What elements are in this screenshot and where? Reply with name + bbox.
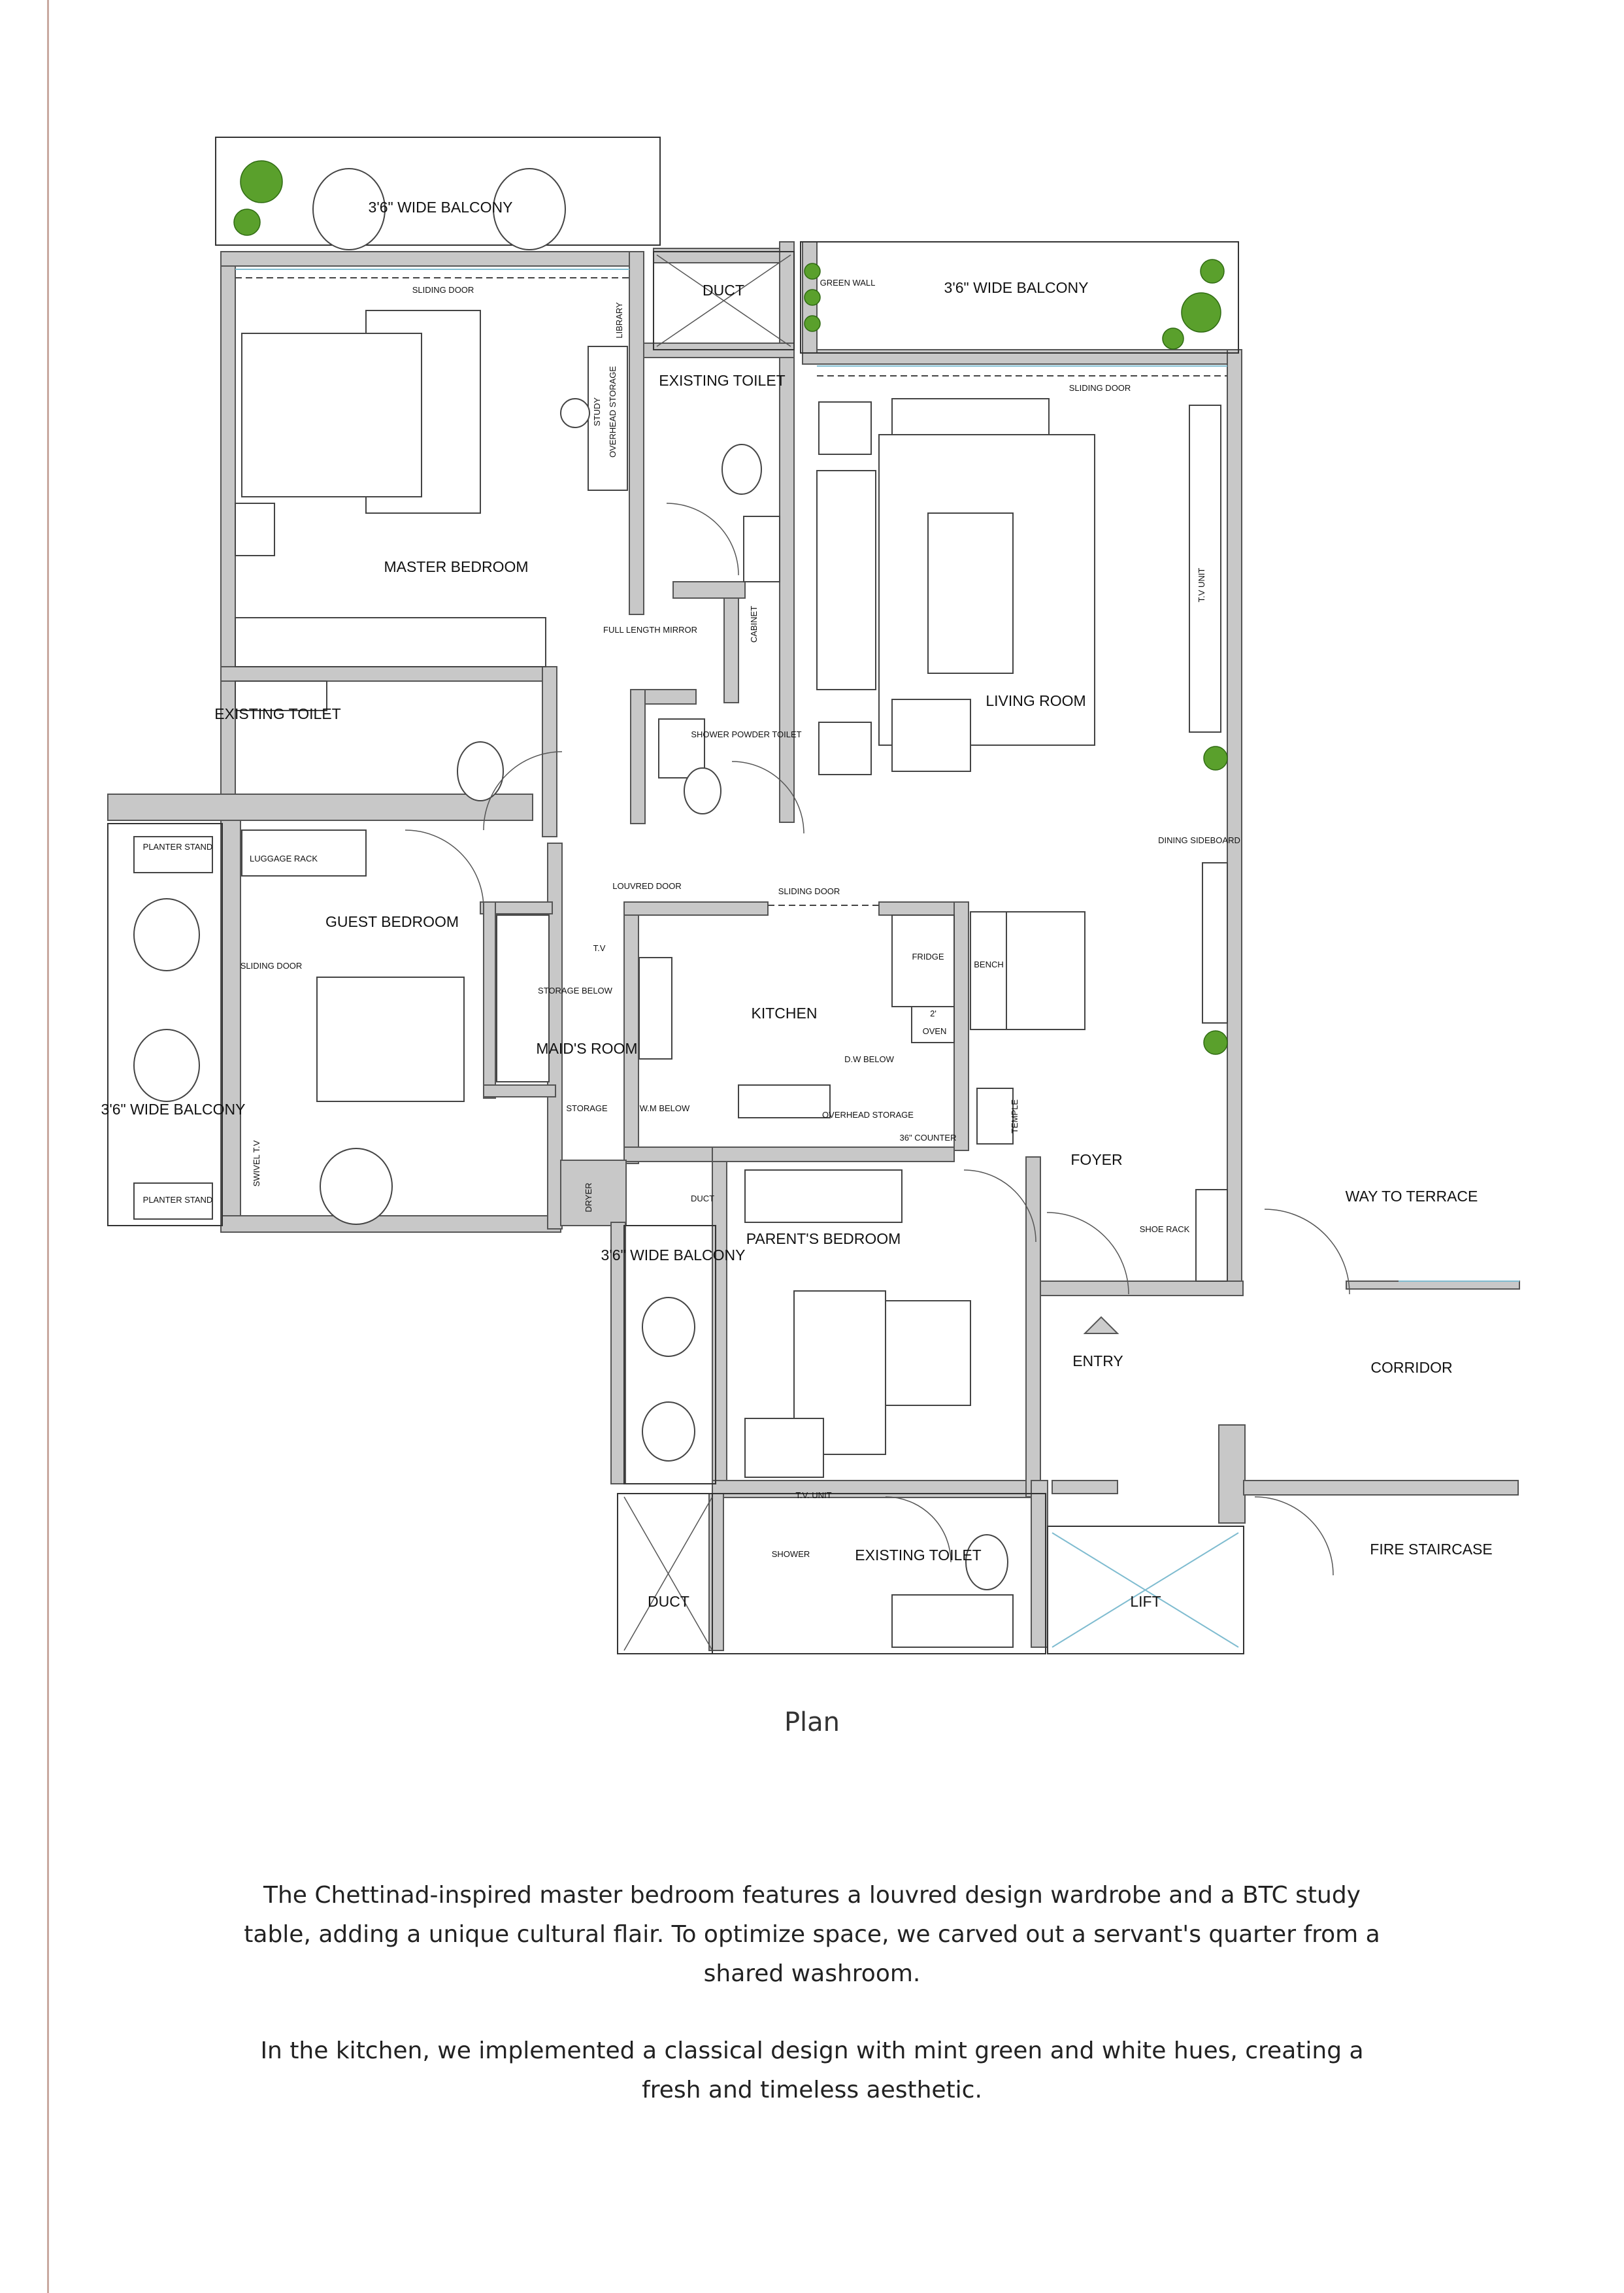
label-dw-below: D.W BELOW [844, 1054, 894, 1064]
label-sliding-door-kitchen: SLIDING DOOR [778, 886, 840, 896]
label-tv-unit-parents: T.V. UNIT [795, 1490, 832, 1500]
door-swing-parents [964, 1170, 1036, 1242]
label-planter-stand-top: PLANTER STAND [142, 842, 213, 852]
label-green-wall: GREEN WALL [820, 278, 876, 288]
label-way-to-terrace: WAY TO TERRACE [1345, 1188, 1478, 1205]
label-full-length-mirror: FULL LENGTH MIRROR [603, 625, 697, 635]
label-duct-top: DUCT [703, 282, 744, 299]
coffee-table [928, 513, 1013, 673]
duct-bottom-outline [618, 1494, 712, 1654]
wall-bottom-toilet-west [709, 1494, 723, 1650]
label-oven: OVEN [922, 1026, 947, 1036]
living-sofa-side [817, 471, 876, 690]
label-maids-room: MAID'S ROOM [536, 1040, 638, 1057]
plant-master-balcony [240, 161, 282, 203]
label-master-bedroom: MASTER BEDROOM [384, 558, 529, 575]
label-sliding-door-living: SLIDING DOOR [1069, 383, 1131, 393]
label-lift: LIFT [1130, 1593, 1161, 1610]
label-library: LIBRARY [614, 302, 624, 339]
label-living-balcony: 3'6" WIDE BALCONY [944, 279, 1089, 296]
label-tv-unit-living: T.V UNIT [1197, 567, 1206, 603]
label-master-balcony: 3'6" WIDE BALCONY [368, 199, 513, 216]
guest-chair [320, 1148, 392, 1224]
label-luggage-rack: LUGGAGE RACK [249, 854, 318, 863]
plant-green-wall-c [804, 316, 820, 331]
label-living-room: LIVING ROOM [986, 692, 1086, 709]
wall-master-toilet [221, 667, 554, 681]
label-sliding-door-master: SLIDING DOOR [412, 285, 474, 295]
plant-master-balcony-small [234, 209, 260, 235]
label-louvred-door: LOUVRED DOOR [612, 881, 682, 891]
label-existing-toilet-top: EXISTING TOILET [659, 372, 786, 389]
label-shower: SHOWER [771, 1549, 810, 1559]
label-shoe-rack: SHOE RACK [1139, 1224, 1190, 1234]
wall-west-guest [221, 820, 240, 1226]
label-study: STUDY [592, 397, 602, 427]
label-entry: ENTRY [1072, 1352, 1123, 1369]
label-swivel-tv: SWIVEL T.V [252, 1140, 261, 1187]
bottom-toilet-basin [892, 1595, 1013, 1647]
master-side-table [235, 503, 274, 556]
plant-living-balcony-tiny [1163, 328, 1184, 349]
wall-corridor-north [1346, 1281, 1519, 1289]
wall-north-guest [108, 794, 533, 820]
wall-powder-west [631, 690, 645, 824]
wall-maid-south [484, 1085, 555, 1097]
parents-wardrobe [745, 1170, 902, 1222]
wall-east-living [1227, 350, 1242, 1291]
label-parents-bedroom: PARENT'S BEDROOM [746, 1230, 901, 1247]
label-guest-balcony: 3'6" WIDE BALCONY [101, 1101, 246, 1118]
label-duct-bottom: DUCT [648, 1593, 689, 1610]
entry-arrow [1085, 1317, 1118, 1333]
label-temple: TEMPLE [1010, 1099, 1019, 1134]
master-balcony-outline [216, 137, 660, 245]
shoe-rack [1196, 1190, 1227, 1281]
wall-south-guest [221, 1216, 561, 1232]
parents-balcony-chair-a [642, 1297, 695, 1356]
dining-sideboard [1202, 863, 1227, 1023]
label-wm-below: W.M BELOW [639, 1103, 690, 1113]
plant-dining-corner [1204, 1031, 1227, 1054]
label-planter-stand-bottom: PLANTER STAND [142, 1195, 213, 1205]
wall-east-guest [548, 843, 562, 1229]
guest-balcony-outline [108, 824, 222, 1226]
door-swing-terrace [1265, 1209, 1350, 1294]
wall-duct-north [654, 248, 794, 263]
wall-parents-north [712, 1147, 954, 1162]
label-tv-maid: T.V [593, 943, 606, 953]
description-paragraph-1: The Chettinad-inspired master bedroom features a louvred design wardrobe and a BTC study table, adding a unique cultural flair. To optimize space, we carved out a servant's quarter from a shared washroom. [244, 1882, 1380, 1987]
label-fire-staircase: FIRE STAIRCASE [1370, 1541, 1493, 1558]
label-dryer: DRYER [584, 1182, 593, 1213]
plant-living-corner [1204, 746, 1227, 770]
label-sliding-door-guest: SLIDING DOOR [240, 961, 303, 971]
plant-green-wall-b [804, 290, 820, 305]
door-swing-guest [405, 830, 484, 909]
label-storage: STORAGE [566, 1103, 608, 1113]
label-kitchen: KITCHEN [751, 1005, 818, 1022]
plant-living-balcony-small [1201, 259, 1224, 283]
wall-kitchen-west [624, 902, 638, 1163]
wall-parents-east [1026, 1157, 1040, 1497]
wall-lift-east [1219, 1425, 1245, 1523]
wall-foyer-south [1040, 1281, 1243, 1296]
label-fridge: FRIDGE [912, 952, 944, 962]
wall-maid-west [484, 902, 495, 1098]
label-storage-below: STORAGE BELOW [538, 986, 612, 996]
dining-table [1006, 912, 1085, 1029]
bench [970, 912, 1006, 1029]
master-bed [242, 333, 422, 497]
wall-lift-north [1052, 1481, 1118, 1494]
wall-kitchen-east [954, 902, 969, 1150]
side-table-top [819, 402, 871, 454]
wall-parents-west [712, 1147, 727, 1481]
temple [977, 1088, 1013, 1144]
door-swing-top-toilet [667, 503, 738, 575]
wall-parents-south [712, 1481, 1039, 1498]
label-two-feet: 2' [930, 1009, 936, 1018]
label-bench: BENCH [974, 960, 1004, 969]
parents-balcony-chair-b [642, 1402, 695, 1461]
top-toilet-wc [722, 444, 761, 494]
guest-balcony-chair-a [134, 899, 199, 971]
master-toilet-wc [457, 742, 503, 801]
label-foyer: FOYER [1070, 1151, 1123, 1168]
plan-caption: Plan [784, 1707, 840, 1737]
wall-north-living [803, 350, 1240, 364]
dryer-block [561, 1160, 626, 1226]
label-dining-sideboard: DINING SIDEBOARD [1158, 835, 1240, 845]
plant-living-balcony [1182, 293, 1221, 332]
label-overhead-storage-study: OVERHEAD STORAGE [608, 366, 618, 458]
study-chair [561, 399, 589, 427]
label-existing-toilet-bottom: EXISTING TOILET [855, 1547, 982, 1564]
top-toilet-basin [744, 516, 780, 582]
label-parents-balcony: 3'6" WIDE BALCONY [601, 1247, 746, 1264]
label-guest-bedroom: GUEST BEDROOM [325, 913, 459, 930]
label-shower-powder-toilet: SHOWER POWDER TOILET [691, 729, 802, 739]
powder-wc [684, 768, 721, 814]
label-counter: 36" COUNTER [899, 1133, 957, 1143]
door-swing-fire [1255, 1497, 1333, 1575]
side-table-bottom [819, 722, 871, 775]
label-corridor: CORRIDOR [1370, 1359, 1453, 1376]
parents-tv-unit [745, 1418, 823, 1477]
wall-north-master [221, 252, 642, 266]
wall-east-master [629, 252, 644, 614]
label-existing-toilet-master: EXISTING TOILET [214, 705, 341, 722]
label-cabinet: CABINET [749, 605, 759, 643]
label-duct-small: DUCT [690, 1194, 715, 1203]
hob [639, 958, 672, 1059]
plant-green-wall-a [804, 263, 820, 279]
guest-balcony-chair-b [134, 1029, 199, 1101]
luggage-rack [242, 830, 366, 876]
armchair [892, 699, 970, 771]
master-wardrobe [235, 618, 546, 667]
guest-bed [317, 977, 464, 1101]
kitchen-sink [738, 1085, 830, 1118]
wall-kitchen-north [624, 902, 768, 915]
description-paragraph-2: In the kitchen, we implemented a classical design with mint green and white hues, creating a fresh and timeless aesthetic. [260, 2037, 1364, 2103]
wall-corridor-south [1244, 1481, 1518, 1495]
wall-cabinet-col [724, 598, 738, 703]
wall-mirror [673, 582, 745, 598]
label-overhead-storage-kitchen: OVERHEAD STORAGE [822, 1110, 914, 1120]
